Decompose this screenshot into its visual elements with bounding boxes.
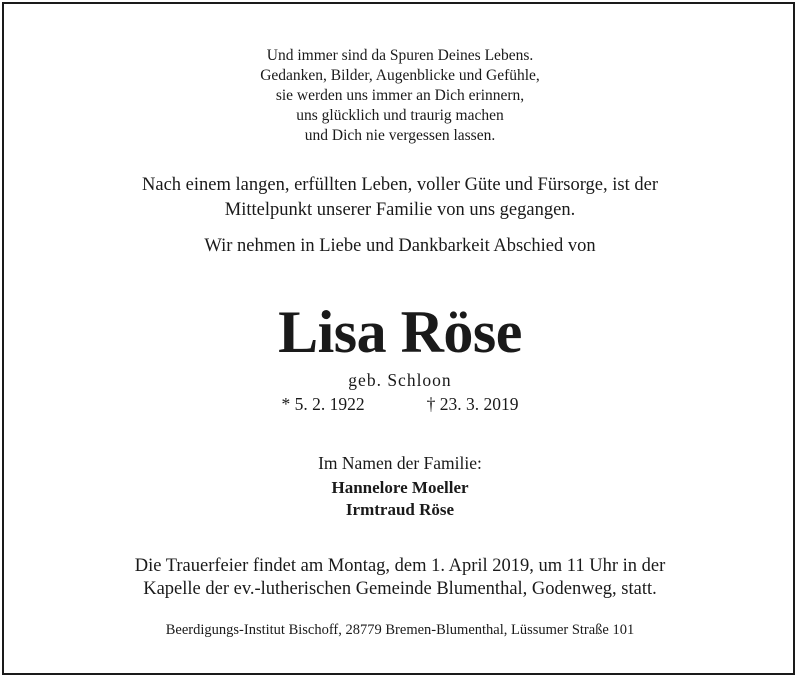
deceased-name: Lisa Röse	[278, 299, 522, 365]
poem-line: Gedanken, Bilder, Augenblicke und Gefühle,	[260, 67, 540, 84]
poem-line: uns glücklich und traurig machen	[296, 107, 504, 124]
born-name: geb. Schloon	[348, 370, 452, 390]
farewell-text: Wir nehmen in Liebe und Dankbarkeit Abschied von	[204, 236, 596, 256]
funeral-home: Beerdigungs-Institut Bischoff, 28779 Bremen-Blumenthal, Lüssumer Straße 101	[165, 622, 635, 638]
family-member: Hannelore Moeller	[331, 478, 469, 497]
poem-line: sie werden uns immer an Dich erinnern,	[275, 87, 525, 104]
ceremony-line: Kapelle der ev.-lutherischen Gemeinde Blumenthal, Godenweg, statt.	[143, 579, 657, 599]
intro-line: Mittelpunkt unserer Familie von uns gegangen.	[224, 200, 576, 220]
poem-line: Und immer sind da Spuren Deines Lebens.	[266, 47, 534, 64]
family-members	[0, 477, 800, 521]
poem-line: und Dich nie vergessen lassen.	[304, 127, 496, 144]
ceremony-line: Die Trauerfeier findet am Montag, dem 1. April 2019, um 11 Uhr in der	[134, 556, 666, 576]
life-dates	[0, 393, 800, 415]
death-date: † 23. 3. 2019	[426, 394, 519, 414]
birth-date: * 5. 2. 1922	[281, 394, 365, 414]
ceremony-info	[0, 555, 800, 601]
intro-line: Nach einem langen, erfüllten Leben, voller Güte und Fürsorge, ist der	[142, 175, 658, 195]
family-label: Im Namen der Familie:	[318, 453, 482, 473]
memorial-poem	[0, 46, 800, 146]
intro-text	[0, 173, 800, 223]
family-member: Irmtraud Röse	[345, 500, 455, 519]
